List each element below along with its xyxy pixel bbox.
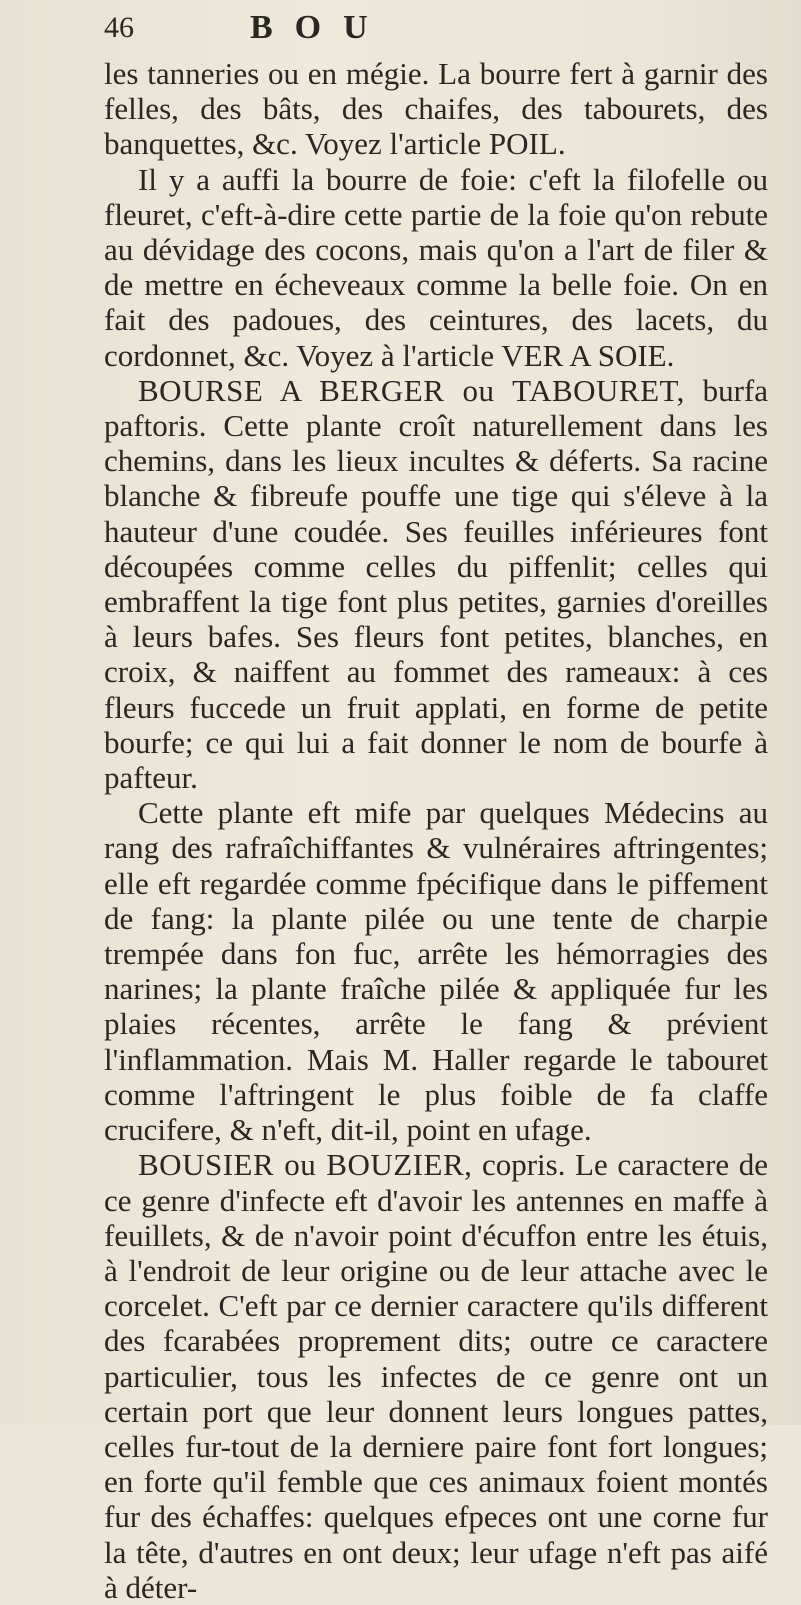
entry-headword: BOUSIER ou BOUZIER, xyxy=(138,1147,473,1183)
paragraph: Cette plante eft mife par quelques Médecins au rang des rafraîchiffantes & vulnéraires aftringentes; elle eft regardée comme fpécifique dans le piffement de fang: la plante pilée ou une tente de charpie trempée dans fon fuc, arrête les hémorragies des narines; la plante fraîche pilée & appliquée fur les plaies récentes, arrête le fang & prévient l'inflammation. Mais M. Haller regarde le tabouret comme l'aftringent le plus foible de fa claffe crucifere, & n'eft, dit-il, point en ufage. xyxy=(104,795,768,1148)
entry-text: copris. Le caractere de ce genre d'infecte eft d'avoir les antennes en maffe à feuillets, & de n'avoir point d'écuffon entre les étuis, à l'endroit de leur origine ou de leur attache avec le corcelet. C'eft par ce dernier caractere qu'ils different des fcarabées proprement dits; outre ce caractere particulier, tous les infectes de ce genre ont un certain port que leur donnent leurs longues pattes, celles fur-tout de la derniere paire font fort longues; en forte qu'il femble que ces animaux foient montés fur des échaffes: quelques efpeces ont une corne fur la tête, d'autres en ont deux; leur ufage n'eft pas aifé à déter- xyxy=(104,1147,768,1605)
page-header xyxy=(104,6,744,50)
entry-headword: BOURSE A BERGER ou TABOURET, xyxy=(138,372,685,408)
paragraph: Il y a auffi la bourre de foie: c'eft la filofelle ou fleuret, c'eft-à-dire cette partie de la foie qu'on rebute au dévidage des cocons, mais qu'on a l'art de filer & de mettre en écheveaux comme la belle foie. On en fait des padoues, des ceintures, des lacets, du cordonnet, &c. Voyez à l'article VER A SOIE. xyxy=(104,161,768,373)
body-text xyxy=(104,56,768,1605)
paragraph: les tanneries ou en mégie. La bourre fert à garnir des felles, des bâts, des chaifes, des tabourets, des banquettes, &c. Voyez l'article POIL. xyxy=(104,56,768,162)
dictionary-entry xyxy=(104,373,768,795)
running-head: BOU xyxy=(250,9,390,46)
dictionary-entry xyxy=(104,1147,768,1605)
entry-text: burfa paftoris. Cette plante croît naturellement dans les chemins, dans les lieux incultes & déferts. Sa racine blanche & fibreufe pouffe une tige qui s'éleve à la hauteur d'une coudée. Ses feuilles inférieures font découpées comme celles du piffenlit; celles qui embraffent la tige font plus petites, garnies d'oreilles à leurs bafes. Ses fleurs font petites, blanches, en croix, & naiffent au fommet des rameaux: à ces fleurs fuccede un fruit applati, en forme de petite bourfe; ce qui lui a fait donner le nom de bourfe à pafteur. xyxy=(104,372,769,796)
page-number: 46 xyxy=(104,11,134,44)
